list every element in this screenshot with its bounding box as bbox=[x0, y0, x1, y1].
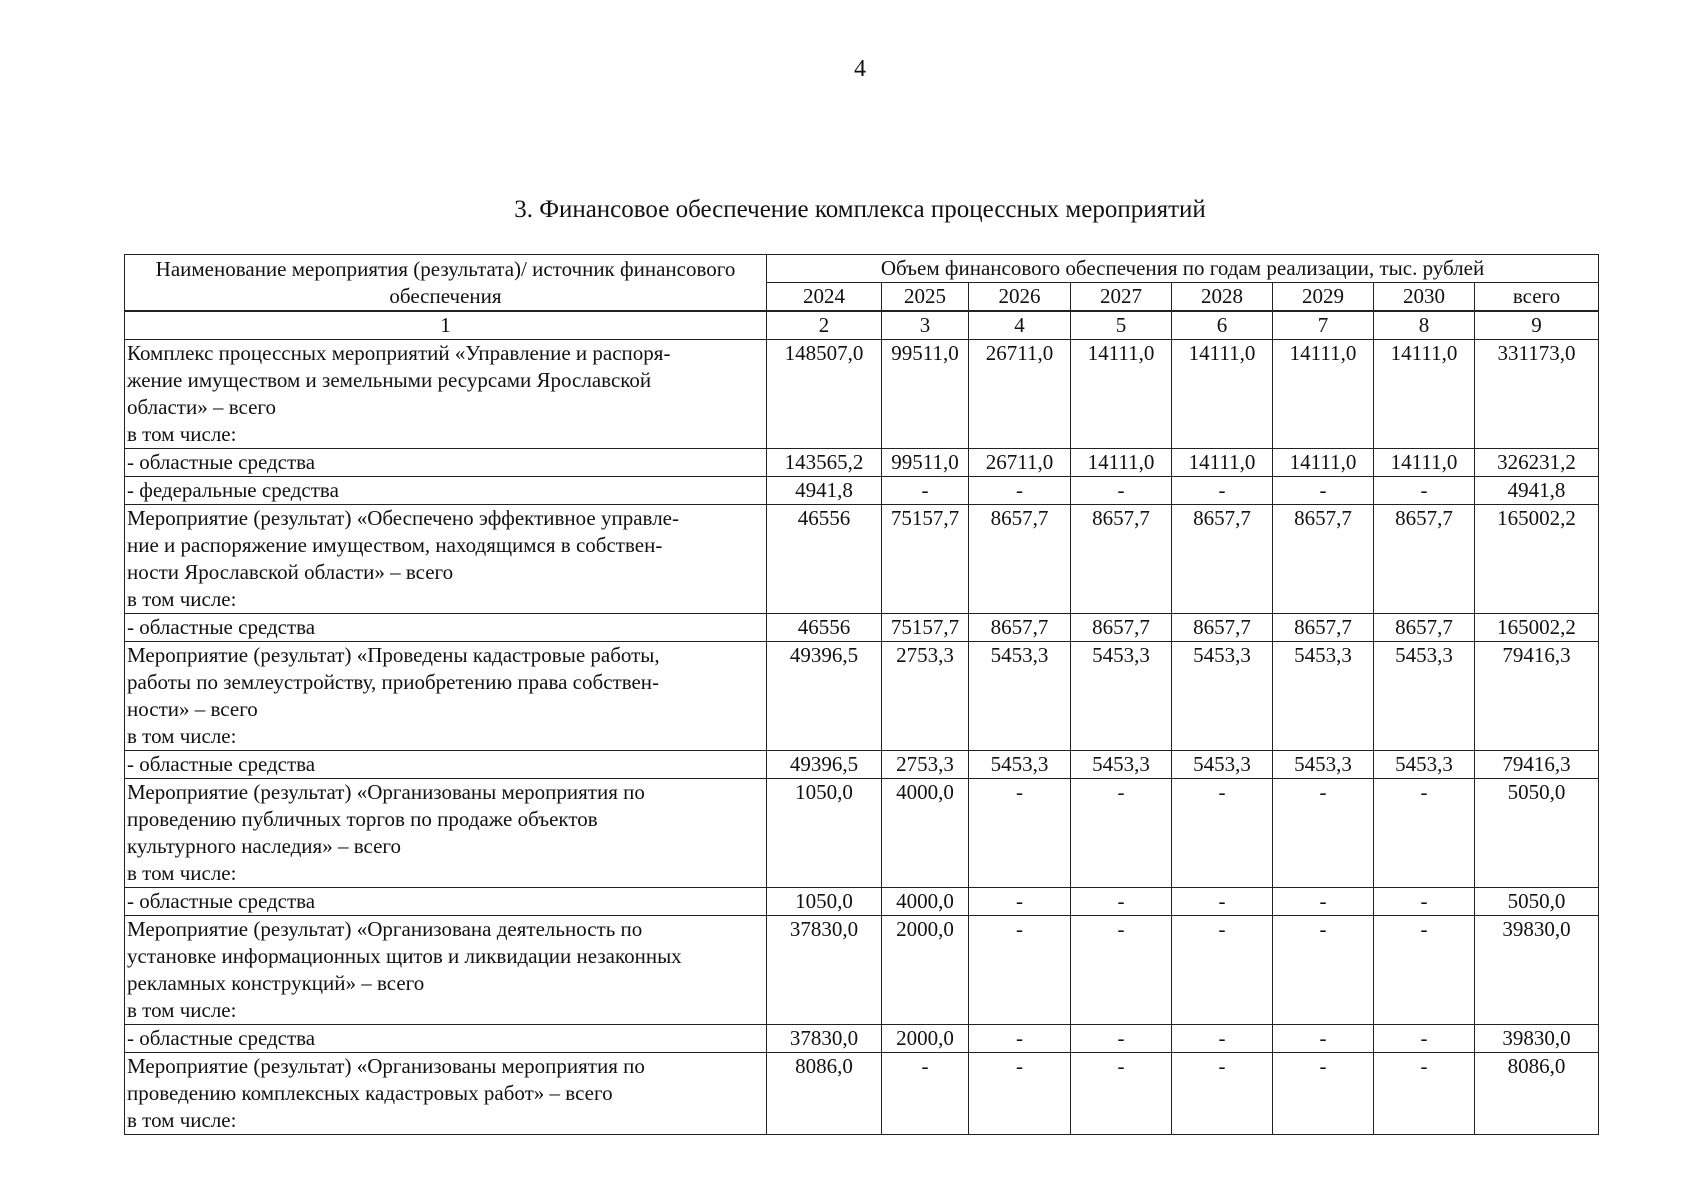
column-number: 8 bbox=[1374, 311, 1475, 340]
row-name: - областные средства bbox=[125, 751, 767, 779]
row-value: 5453,3 bbox=[969, 642, 1071, 751]
row-total: 79416,3 bbox=[1475, 642, 1599, 751]
row-value: 8657,7 bbox=[1172, 614, 1273, 642]
table-row bbox=[125, 1053, 1599, 1135]
row-value: 4000,0 bbox=[882, 779, 969, 888]
header-volume-cell: Объем финансового обеспечения по годам реализации, тыс. рублей bbox=[767, 255, 1599, 283]
row-value: 14111,0 bbox=[1374, 449, 1475, 477]
row-total: 165002,2 bbox=[1475, 614, 1599, 642]
row-value: - bbox=[1273, 916, 1374, 1025]
table-row bbox=[125, 1025, 1599, 1053]
row-value: 2753,3 bbox=[882, 642, 969, 751]
row-value: 8657,7 bbox=[1172, 505, 1273, 614]
row-value: - bbox=[969, 916, 1071, 1025]
row-value: - bbox=[1071, 477, 1172, 505]
row-name: - областные средства bbox=[125, 1025, 767, 1053]
row-value: 26711,0 bbox=[969, 340, 1071, 449]
row-name: - областные средства bbox=[125, 449, 767, 477]
row-total: 79416,3 bbox=[1475, 751, 1599, 779]
row-value: 14111,0 bbox=[1273, 340, 1374, 449]
column-number: 4 bbox=[969, 311, 1071, 340]
row-value: 5453,3 bbox=[1273, 751, 1374, 779]
row-value: 8657,7 bbox=[969, 614, 1071, 642]
row-value: - bbox=[1071, 888, 1172, 916]
row-value: 2000,0 bbox=[882, 916, 969, 1025]
row-value: 5453,3 bbox=[1172, 642, 1273, 751]
row-value: 8657,7 bbox=[969, 505, 1071, 614]
row-value: 14111,0 bbox=[1172, 340, 1273, 449]
row-total: 39830,0 bbox=[1475, 1025, 1599, 1053]
column-number: 6 bbox=[1172, 311, 1273, 340]
row-value: - bbox=[1172, 477, 1273, 505]
section-title: 3. Финансовое обеспечение комплекса процессных мероприятий bbox=[514, 196, 1206, 223]
header-name-cell: Наименование мероприятия (результата)/ источник финансового обеспечения bbox=[125, 255, 767, 312]
row-name: - областные средства bbox=[125, 888, 767, 916]
column-number: 1 bbox=[125, 311, 767, 340]
row-value: - bbox=[1374, 888, 1475, 916]
row-name: - областные средства bbox=[125, 614, 767, 642]
row-total: 331173,0 bbox=[1475, 340, 1599, 449]
row-total: 8086,0 bbox=[1475, 1053, 1599, 1135]
row-total: 165002,2 bbox=[1475, 505, 1599, 614]
row-value: - bbox=[1374, 1053, 1475, 1135]
row-value: - bbox=[1172, 1053, 1273, 1135]
row-value: 8657,7 bbox=[1273, 614, 1374, 642]
row-value: 5453,3 bbox=[1071, 642, 1172, 751]
row-value: - bbox=[969, 477, 1071, 505]
table-row bbox=[125, 477, 1599, 505]
year-header: 2024 bbox=[767, 283, 882, 312]
row-name: Мероприятие (результат) «Организованы мероприятия по проведению публичных торгов по продаже объектов культурного наследия» – всего в том числе: bbox=[125, 779, 767, 888]
year-header: 2025 bbox=[882, 283, 969, 312]
row-name: Мероприятие (результат) «Проведены кадастровые работы, работы по землеустройству, приобретению права собствен- ности» – всего в том числе: bbox=[125, 642, 767, 751]
row-value: 75157,7 bbox=[882, 614, 969, 642]
row-total: 39830,0 bbox=[1475, 916, 1599, 1025]
row-name: Мероприятие (результат) «Организованы мероприятия по проведению комплексных кадастровых работ» – всего в том числе: bbox=[125, 1053, 767, 1135]
row-value: 143565,2 bbox=[767, 449, 882, 477]
column-number: 9 bbox=[1475, 311, 1599, 340]
row-value: - bbox=[1172, 779, 1273, 888]
row-value: - bbox=[1374, 779, 1475, 888]
row-value: 4941,8 bbox=[767, 477, 882, 505]
row-value: 4000,0 bbox=[882, 888, 969, 916]
column-number: 5 bbox=[1071, 311, 1172, 340]
row-value: - bbox=[1374, 916, 1475, 1025]
row-value: 46556 bbox=[767, 505, 882, 614]
table-row bbox=[125, 916, 1599, 1025]
row-value: - bbox=[1374, 1025, 1475, 1053]
row-value: 14111,0 bbox=[1071, 449, 1172, 477]
row-value: 99511,0 bbox=[882, 340, 969, 449]
row-value: 2753,3 bbox=[882, 751, 969, 779]
row-value: - bbox=[1374, 477, 1475, 505]
year-header: 2026 bbox=[969, 283, 1071, 312]
row-value: 26711,0 bbox=[969, 449, 1071, 477]
year-header: 2027 bbox=[1071, 283, 1172, 312]
row-value: - bbox=[1071, 1025, 1172, 1053]
row-value: 8657,7 bbox=[1273, 505, 1374, 614]
header-row-1 bbox=[125, 255, 1599, 283]
row-value: 5453,3 bbox=[1172, 751, 1273, 779]
row-value: 37830,0 bbox=[767, 1025, 882, 1053]
row-value: 14111,0 bbox=[1172, 449, 1273, 477]
financing-table bbox=[124, 254, 1599, 1135]
table-row bbox=[125, 340, 1599, 449]
row-value: 1050,0 bbox=[767, 888, 882, 916]
row-value: - bbox=[1273, 779, 1374, 888]
row-value: 14111,0 bbox=[1071, 340, 1172, 449]
row-value: 99511,0 bbox=[882, 449, 969, 477]
row-value: 8657,7 bbox=[1071, 505, 1172, 614]
row-value: 8086,0 bbox=[767, 1053, 882, 1135]
row-value: - bbox=[1172, 916, 1273, 1025]
row-value: 37830,0 bbox=[767, 916, 882, 1025]
row-total: 5050,0 bbox=[1475, 888, 1599, 916]
row-value: 46556 bbox=[767, 614, 882, 642]
row-total: 4941,8 bbox=[1475, 477, 1599, 505]
row-total: 326231,2 bbox=[1475, 449, 1599, 477]
row-value: 5453,3 bbox=[1071, 751, 1172, 779]
column-number-row bbox=[125, 311, 1599, 340]
table-row bbox=[125, 449, 1599, 477]
row-value: - bbox=[969, 1025, 1071, 1053]
year-header: 2029 bbox=[1273, 283, 1374, 312]
row-value: 1050,0 bbox=[767, 779, 882, 888]
row-value: - bbox=[1273, 1025, 1374, 1053]
row-value: - bbox=[1172, 1025, 1273, 1053]
column-number: 7 bbox=[1273, 311, 1374, 340]
row-value: - bbox=[1273, 888, 1374, 916]
row-value: - bbox=[882, 1053, 969, 1135]
row-value: - bbox=[1071, 916, 1172, 1025]
row-value: 49396,5 bbox=[767, 642, 882, 751]
table-row bbox=[125, 614, 1599, 642]
row-name: Мероприятие (результат) «Обеспечено эффективное управле- ние и распоряжение имуществом, находящимся в собствен- ности Ярославской области» – всего в том числе: bbox=[125, 505, 767, 614]
table-row bbox=[125, 751, 1599, 779]
row-value: - bbox=[1071, 1053, 1172, 1135]
table-row bbox=[125, 642, 1599, 751]
row-value: - bbox=[1273, 477, 1374, 505]
row-value: - bbox=[1172, 888, 1273, 916]
row-total: 5050,0 bbox=[1475, 779, 1599, 888]
row-value: 148507,0 bbox=[767, 340, 882, 449]
row-value: 8657,7 bbox=[1071, 614, 1172, 642]
table-row bbox=[125, 779, 1599, 888]
row-value: 5453,3 bbox=[1374, 642, 1475, 751]
year-header: 2030 bbox=[1374, 283, 1475, 312]
row-value: - bbox=[969, 779, 1071, 888]
row-value: 49396,5 bbox=[767, 751, 882, 779]
row-value: 14111,0 bbox=[1374, 340, 1475, 449]
row-value: 14111,0 bbox=[1273, 449, 1374, 477]
total-header: всего bbox=[1475, 283, 1599, 312]
column-number: 3 bbox=[882, 311, 969, 340]
table-row bbox=[125, 505, 1599, 614]
row-value: 8657,7 bbox=[1374, 614, 1475, 642]
year-header: 2028 bbox=[1172, 283, 1273, 312]
row-name: - федеральные средства bbox=[125, 477, 767, 505]
row-value: 5453,3 bbox=[1374, 751, 1475, 779]
row-value: 2000,0 bbox=[882, 1025, 969, 1053]
row-name: Комплекс процессных мероприятий «Управление и распоря- жение имуществом и земельными ресурсами Ярославской области» – всего в том числе: bbox=[125, 340, 767, 449]
row-value: - bbox=[1273, 1053, 1374, 1135]
row-name: Мероприятие (результат) «Организована деятельность по установке информационных щитов и ликвидации незаконных рекламных конструкций» – всего в том числе: bbox=[125, 916, 767, 1025]
page-number: 4 bbox=[854, 56, 866, 82]
row-value: - bbox=[969, 888, 1071, 916]
row-value: 5453,3 bbox=[969, 751, 1071, 779]
row-value: - bbox=[882, 477, 969, 505]
row-value: - bbox=[1071, 779, 1172, 888]
row-value: 75157,7 bbox=[882, 505, 969, 614]
row-value: - bbox=[969, 1053, 1071, 1135]
row-value: 8657,7 bbox=[1374, 505, 1475, 614]
table-row bbox=[125, 888, 1599, 916]
column-number: 2 bbox=[767, 311, 882, 340]
row-value: 5453,3 bbox=[1273, 642, 1374, 751]
